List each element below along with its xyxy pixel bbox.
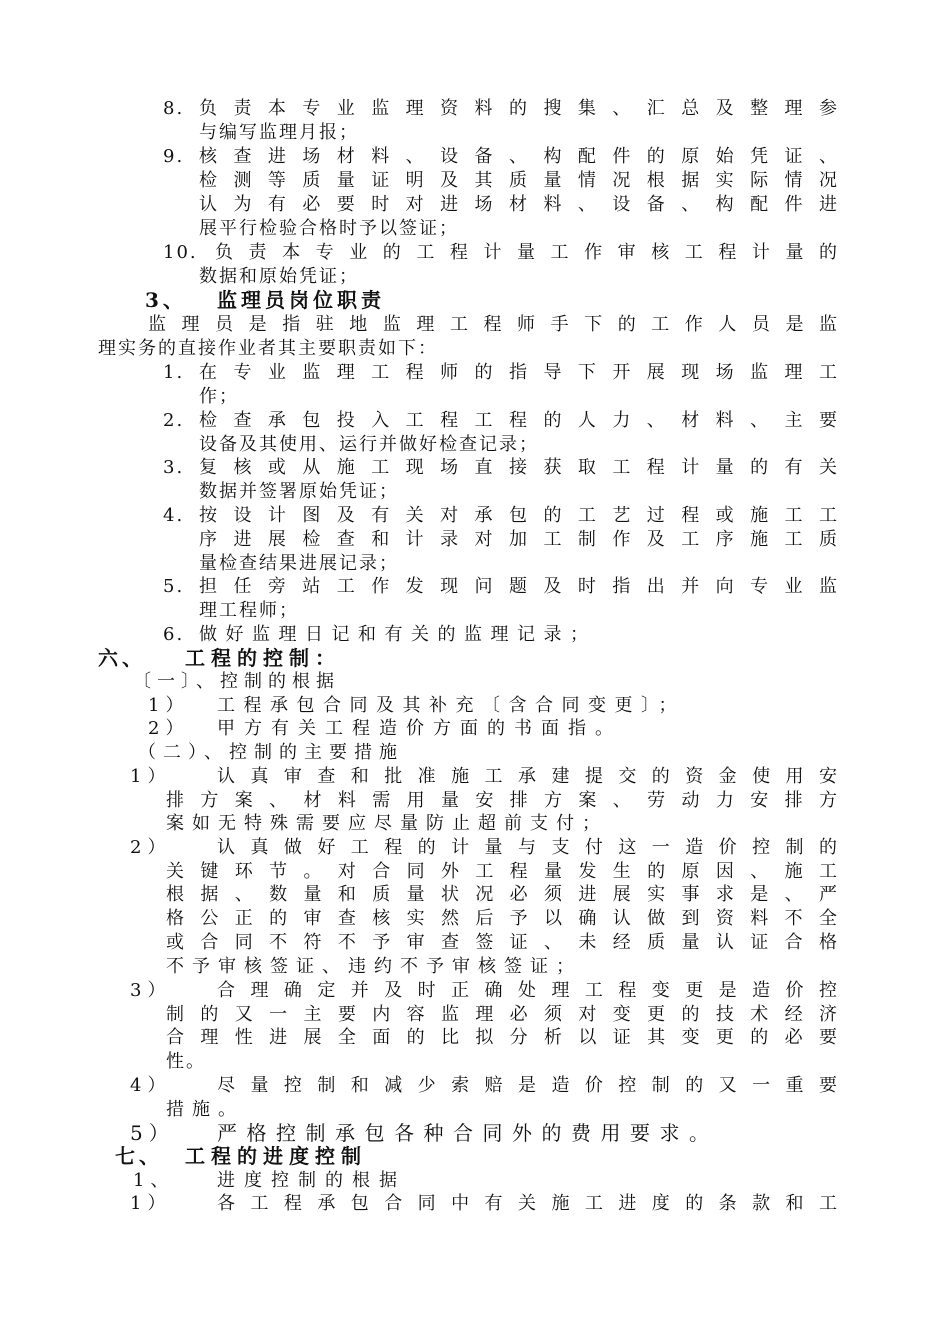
item-text-cont: 数据和原始凭证； xyxy=(199,266,359,287)
item-text: 复核或从施工现场直接获取工程计量的有关 xyxy=(199,457,839,478)
item-text-cont: 数据并签署原始凭证； xyxy=(199,481,399,502)
item-text-cont: 理工程师； xyxy=(199,600,299,621)
item-text: 合理确定并及时正确处理工程变更是造价控 xyxy=(217,980,839,1001)
item-text-cont: 设备及其使用、运行并做好检查记录； xyxy=(199,434,539,455)
item-text: 认真做好工程的计量与支付这一造价控制的 xyxy=(217,837,839,858)
item-text-cont: 量检查结果进展记录； xyxy=(199,553,399,574)
item-number: 5. xyxy=(163,576,185,597)
item-text-cont: 认为有必要时对进场材料、设备、构配件进 xyxy=(199,194,839,215)
item-text: 检查承包投入工程工程的人力、材料、主要 xyxy=(199,410,839,431)
item-text: 担任旁站工作发现问题及时指出并向专业监 xyxy=(199,576,839,597)
paragraph-cont: 理实务的直接作业者其主要职责如下： xyxy=(98,338,438,359)
item-number: 1） xyxy=(130,1193,172,1214)
item-number: 3. xyxy=(163,457,185,478)
item-text-cont: 案如无特殊需要应尽量防止超前支付； xyxy=(166,813,608,834)
item-number: 10. xyxy=(163,242,198,263)
item-number: 1、 xyxy=(133,1170,175,1191)
item-number: 2） xyxy=(130,837,172,858)
item-text: 做好监理日记和有关的监理记录； xyxy=(199,624,597,645)
item-text-cont: 序进展检查和计录对加工制作及工序施工质 xyxy=(199,529,839,550)
item-text-cont: 措施。 xyxy=(166,1099,244,1120)
item-number: 1） xyxy=(148,695,190,716)
subsection-number: 3、 xyxy=(145,288,187,312)
item-text: 在专业监理工程师的指导下开展现场监理工 xyxy=(199,362,839,383)
item-text-cont: 或合同不符不予审查签证、未经质量认证合格 xyxy=(166,932,839,953)
item-number: 2. xyxy=(163,410,185,431)
item-text-cont: 展平行检验合格时予以签证； xyxy=(199,218,459,239)
section-number: 七、 xyxy=(115,1144,163,1168)
item-text: 进度控制的根据 xyxy=(217,1170,406,1191)
section-number: 六、 xyxy=(98,646,146,670)
item-number: 3） xyxy=(130,980,172,1001)
item-text-cont: 关键环节。对合同外工程量发生的原因、施工 xyxy=(166,861,839,882)
item-text: 甲方有关工程造价方面的书面指。 xyxy=(217,718,622,739)
item-text: 负责本专业监理资料的搜集、汇总及整理参 xyxy=(199,98,839,119)
item-text-cont: 排方案、材料需用量安排方案、劳动力安排方 xyxy=(166,790,839,811)
item-number: 9. xyxy=(163,146,185,167)
item-text: 严格控制承包各种合同外的费用要求。 xyxy=(217,1121,719,1145)
item-text: 核查进场材料、设备、构配件的原始凭证、 xyxy=(199,146,839,167)
item-text-cont: 性。 xyxy=(166,1051,206,1072)
item-text-cont: 根据、数量和质量状况必须进展实事求是、严 xyxy=(166,884,839,905)
item-text: 工程承包合同及其补充〔含合同变更〕； xyxy=(217,695,685,716)
section-title: 工程的控制： xyxy=(185,646,341,670)
item-number: 1） xyxy=(130,766,172,787)
item-text: 各工程承包合同中有关施工进度的条款和工 xyxy=(217,1193,839,1214)
item-number: 4. xyxy=(163,505,185,526)
paragraph: 监理员是指驻地监理工程师手下的工作人员是监 xyxy=(148,314,839,335)
item-text-cont: 不予审核签证、违约不予审核签证； xyxy=(166,956,582,977)
item-text: 按设计图及有关对承包的工艺过程或施工工 xyxy=(199,505,839,526)
item-text: 认真审查和批准施工承建提交的资金使用安 xyxy=(217,766,839,787)
subheading: 〔一〕、控制的根据 xyxy=(133,671,340,692)
item-number: 5） xyxy=(130,1121,175,1145)
item-text-cont: 合理性进展全面的比拟分析以证其变更的必要 xyxy=(166,1027,839,1048)
item-text-cont: 格公正的审查核实然后予以确认做到资料不全 xyxy=(166,908,839,929)
item-number: 1. xyxy=(163,362,185,383)
item-number: 4） xyxy=(130,1075,172,1096)
section-title: 工程的进度控制 xyxy=(185,1144,367,1168)
subsection-title: 监理员岗位职责 xyxy=(217,288,385,312)
item-text-cont: 作； xyxy=(199,386,239,407)
item-text-cont: 与编写监理月报； xyxy=(199,122,359,143)
item-number: 8. xyxy=(163,98,185,119)
subheading: （二）、控制的主要措施 xyxy=(138,742,404,763)
item-text: 负责本专业的工程计量工作审核工程计量的 xyxy=(215,242,839,263)
item-text-cont: 检测等质量证明及其质量情况根据实际情况 xyxy=(199,170,839,191)
item-number: 2） xyxy=(148,718,190,739)
item-text: 尽量控制和减少索赔是造价控制的又一重要 xyxy=(217,1075,839,1096)
item-number: 6. xyxy=(163,624,185,645)
item-text-cont: 制的又一主要内容监理必须对变更的技术经济 xyxy=(166,1004,839,1025)
